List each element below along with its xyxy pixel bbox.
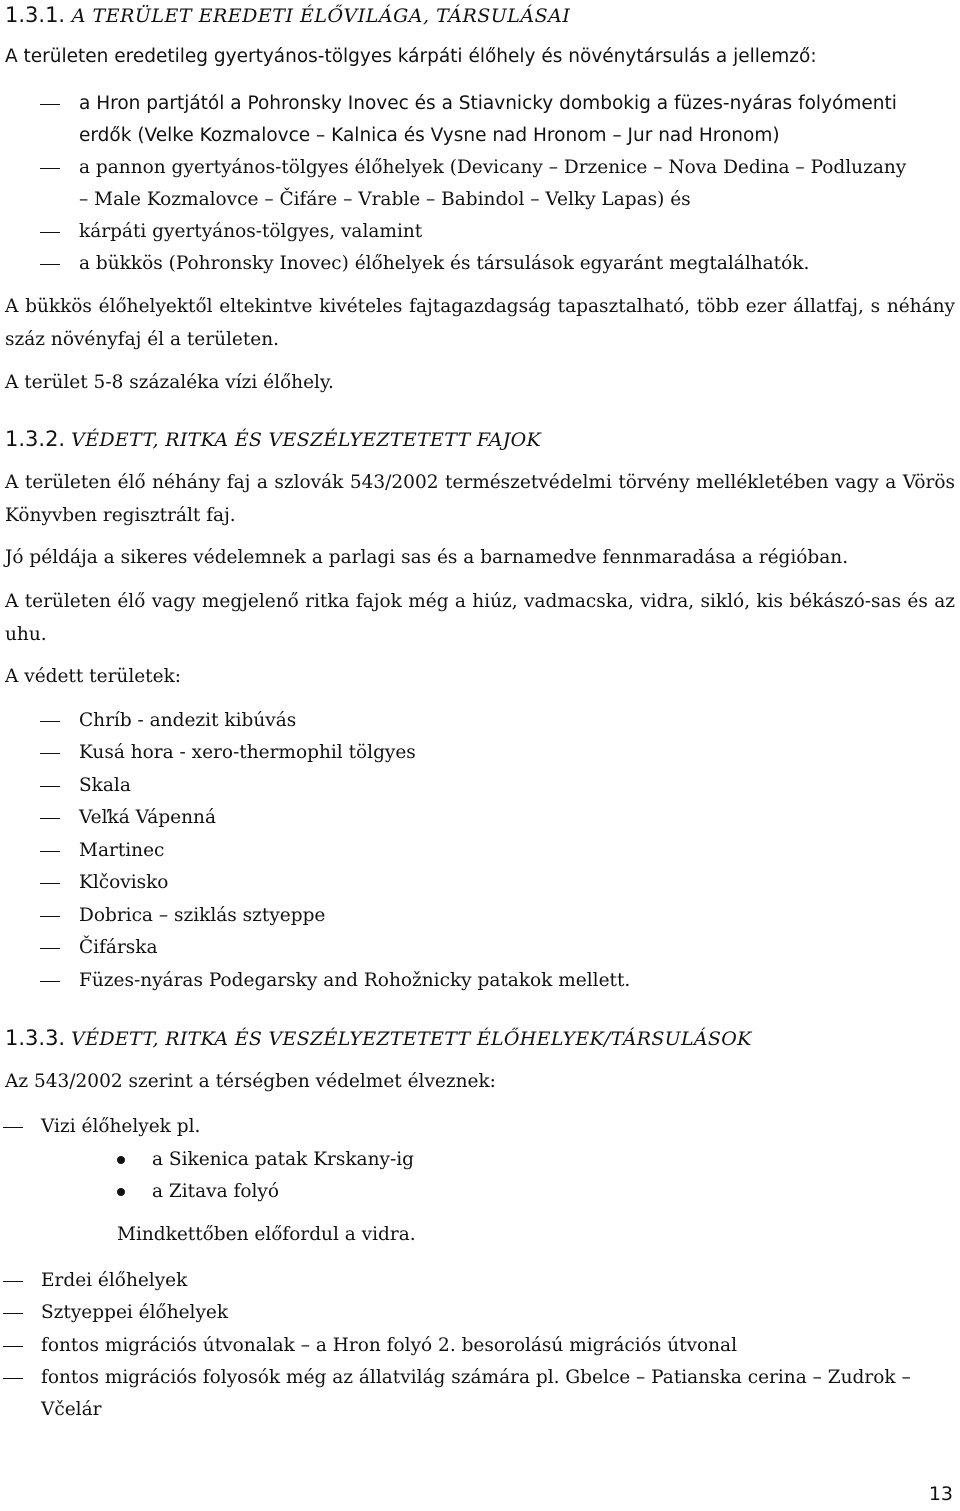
protected-area-item: Dobrica – sziklás sztyeppe (79, 905, 326, 926)
dash-bullet (3, 1281, 23, 1282)
page-number: 13 (928, 1483, 953, 1505)
section-heading-1-3-2 (5, 423, 541, 457)
paragraph: A területen élő néhány faj a szlovák 543/2002 természetvédelmi törvény mellékletében vagy a Vörös Könyvben regisztrált faj. (5, 472, 955, 526)
sub-list-note: Mindkettőben előfordul a vidra. (117, 1224, 416, 1245)
list-item-line: a bükkös (Pohronsky Inovec) élőhelyek és társulások egyaránt megtalálhatók. (79, 253, 810, 274)
dash-bullet (40, 916, 60, 917)
protected-areas-label: A védett területek: (5, 666, 182, 687)
dot-bullet (117, 1156, 125, 1164)
dash-bullet (40, 883, 60, 884)
protected-area-item: Kusá hora - xero-thermophil tölgyes (79, 742, 416, 763)
heading-title: A TERÜLET EREDETI ÉLŐVILÁGA, TÁRSULÁSAI (71, 5, 571, 27)
protected-area-item: Martinec (79, 840, 165, 861)
paragraph: A terület 5-8 százaléka vízi élőhely. (5, 372, 334, 393)
dash-bullet (40, 786, 60, 787)
dash-bullet (40, 264, 60, 265)
protected-area-item: Füzes-nyáras Podegarsky and Rohožnicky patakok mellett. (79, 970, 631, 991)
dash-bullet (3, 1313, 23, 1314)
sub-list-item: a Zitava folyó (152, 1181, 279, 1202)
section-intro: A területen eredetileg gyertyános-tölgyes kárpáti élőhely és növénytársulás a jellemző: (5, 46, 817, 67)
list-item-line: Včelár (41, 1399, 102, 1420)
dash-bullet (40, 948, 60, 949)
list-item-line: fontos migrációs folyosók még az állatvilág számára pl. Gbelce – Patianska cerina – Zudrok – (41, 1367, 911, 1388)
dash-bullet (3, 1127, 23, 1128)
list-item-line: a Hron partjától a Pohronsky Inovec és a Stiavnicky dombokig a füzes-nyáras folyómenti (79, 93, 897, 114)
protected-area-item: Skala (79, 775, 131, 796)
dash-bullet (40, 818, 60, 819)
section-heading-1-3-3 (5, 1022, 752, 1056)
dash-bullet (40, 168, 60, 169)
section-heading-1-3-1 (5, 0, 570, 33)
list-item-line: Erdei élőhelyek (41, 1270, 188, 1291)
list-item-line: Sztyeppei élőhelyek (41, 1302, 229, 1323)
list-item-line: fontos migrációs útvonalak – a Hron folyó 2. besorolású migrációs útvonal (41, 1335, 737, 1356)
dot-bullet (117, 1188, 125, 1196)
section-intro: Az 543/2002 szerint a térségben védelmet élveznek: (5, 1071, 496, 1092)
dash-bullet (40, 753, 60, 754)
dash-bullet (40, 721, 60, 722)
list-item-line: kárpáti gyertyános-tölgyes, valamint (79, 221, 423, 242)
protected-area-item: Klčovisko (79, 872, 169, 893)
heading-title: VÉDETT, RITKA ÉS VESZÉLYEZTETETT ÉLŐHELYEK/TÁRSULÁSOK (71, 1028, 752, 1050)
heading-number: 1.3.3. (5, 1026, 66, 1050)
dash-bullet (40, 981, 60, 982)
dash-bullet (40, 232, 60, 233)
list-item-line: Vizi élőhelyek pl. (41, 1116, 201, 1137)
list-item-line: erdők (Velke Kozmalovce – Kalnica és Vysne nad Hronom – Jur nad Hronom) (79, 125, 780, 146)
paragraph: A területen élő vagy megjelenő ritka fajok még a hiúz, vadmacska, vidra, sikló, kis békászó-sas és az uhu. (5, 591, 955, 645)
sub-list-item: a Sikenica patak Krskany-ig (152, 1149, 414, 1170)
paragraph: A bükkös élőhelyektől eltekintve kivételes fajtagazdagság tapasztalható, több ezer állatfaj, s néhány száz növényfaj él a területen. (5, 296, 955, 350)
dash-bullet (40, 104, 60, 105)
list-item-line: a pannon gyertyános-tölgyes élőhelyek (Devicany – Drzenice – Nova Dedina – Podluzany (79, 157, 907, 178)
heading-title: VÉDETT, RITKA ÉS VESZÉLYEZTETETT FAJOK (71, 429, 541, 451)
heading-number: 1.3.2. (5, 427, 66, 451)
dash-bullet (3, 1346, 23, 1347)
dash-bullet (40, 851, 60, 852)
heading-number: 1.3.1. (5, 3, 66, 27)
list-item-line: – Male Kozmalovce – Čifáre – Vrable – Babindol – Velky Lapas) és (79, 189, 691, 210)
protected-area-item: Čifárska (79, 937, 158, 958)
protected-area-item: Chríb - andezit kibúvás (79, 710, 297, 731)
paragraph: Jó példája a sikeres védelemnek a parlagi sas és a barnamedve fennmaradása a régióban. (5, 547, 849, 568)
dash-bullet (3, 1378, 23, 1379)
protected-area-item: Veľká Vápenná (79, 807, 216, 828)
